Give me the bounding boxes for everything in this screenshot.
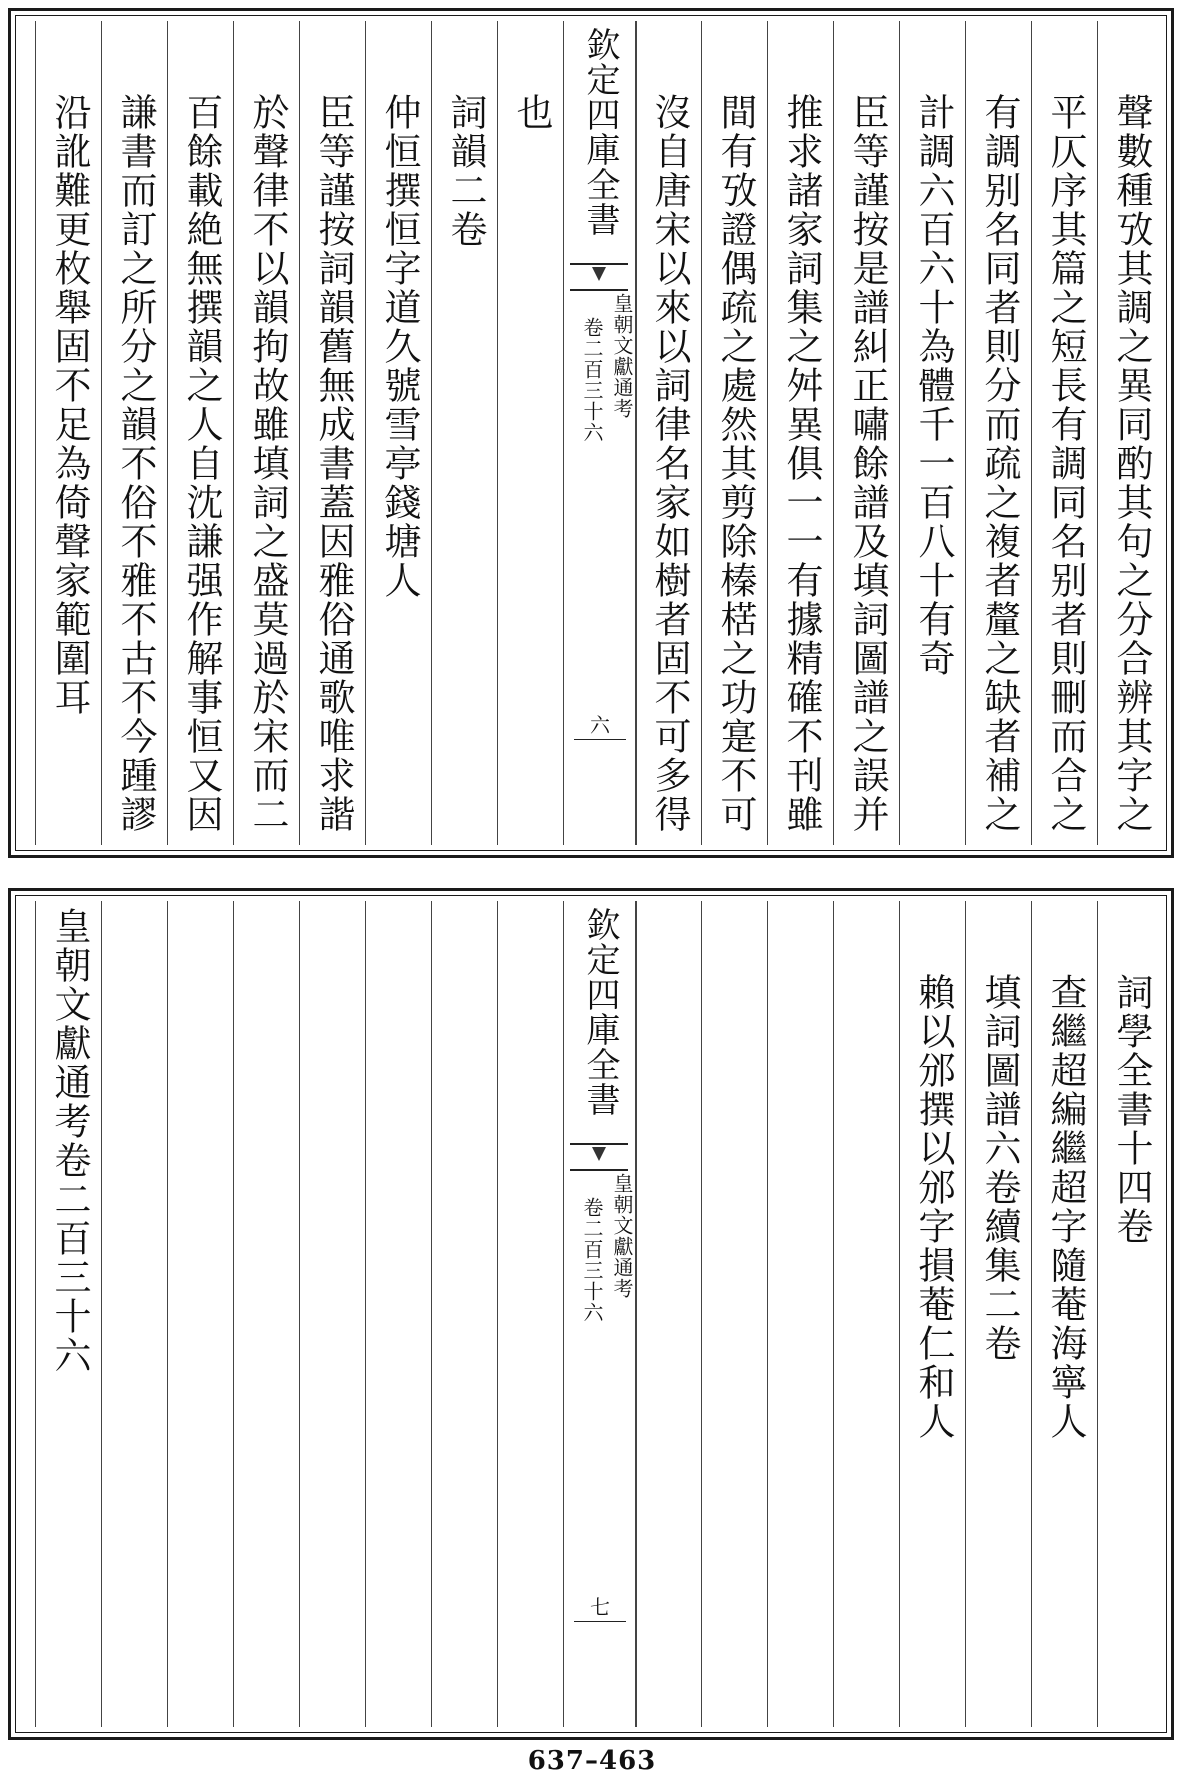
center-subtitle: 皇朝文獻通考 — [610, 1173, 634, 1299]
center-subtitle: 皇朝文獻通考 — [610, 293, 634, 419]
text-column — [899, 21, 966, 845]
column-text: 皇朝文獻通考卷二百三十六 — [48, 907, 91, 1375]
column-text: 有調别名同者則分而疏之複者釐之缺者補之 — [978, 93, 1021, 834]
center-fold — [563, 21, 637, 845]
text-column — [299, 901, 366, 1727]
text-column — [101, 21, 168, 845]
text-column — [1097, 21, 1164, 845]
text-column — [701, 21, 768, 845]
column-text: 臣等謹按是譜糾正嘯餘譜及填詞圖譜之誤并 — [846, 93, 889, 834]
fishtail-mark — [570, 263, 628, 291]
text-column — [833, 21, 900, 845]
text-column — [431, 901, 498, 1727]
column-text: 平仄序其篇之短長有調同名别者則刪而合之 — [1044, 93, 1087, 834]
column-text: 詞韻二卷 — [444, 93, 487, 249]
text-column — [233, 21, 300, 845]
column-text: 沒自唐宋以來以詞律名家如樹者固不可多得 — [648, 93, 691, 834]
column-text: 間有攷證偶疏之處然其剪除榛楛之功寔不可 — [714, 93, 757, 834]
text-column — [35, 21, 102, 845]
center-volume: 卷二百三十六 — [580, 1197, 604, 1323]
text-column — [1097, 901, 1164, 1727]
column-text: 百餘載絶無撰韻之人自沈謙强作解事恒又因 — [180, 93, 223, 834]
column-text: 推求諸家詞集之舛異俱一一有據精確不刊雖 — [780, 93, 823, 834]
center-fold — [563, 901, 637, 1727]
text-column — [365, 21, 432, 845]
text-column — [965, 21, 1032, 845]
text-column — [965, 901, 1032, 1727]
column-text: 謙書而訂之所分之韻不俗不雅不古不今踵謬 — [114, 93, 157, 834]
folio-rule — [574, 1621, 626, 1622]
column-text: 沿訛難更枚舉固不足為倚聲家範圍耳 — [48, 93, 91, 717]
top-page-frame — [8, 8, 1174, 858]
text-column — [833, 901, 900, 1727]
text-column — [497, 21, 564, 845]
text-column — [1031, 21, 1098, 845]
column-text: 也 — [510, 93, 553, 132]
folio-rule — [574, 739, 626, 740]
column-text: 臣等謹按詞韻舊無成書蓋因雅俗通歌唯求諧 — [312, 93, 355, 834]
column-text: 聲數種攷其調之異同酌其句之分合辨其字之 — [1110, 93, 1153, 834]
column-text: 詞學全書十四卷 — [1110, 973, 1153, 1246]
column-text: 計調六百六十為體千一百八十有奇 — [912, 93, 955, 678]
text-column — [233, 901, 300, 1727]
text-column — [101, 901, 168, 1727]
text-column — [431, 21, 498, 845]
column-text: 仲恒撰恒字道久號雪亭錢塘人 — [378, 93, 421, 600]
text-column — [635, 21, 702, 845]
text-column — [1031, 901, 1098, 1727]
bottom-page-frame — [8, 888, 1174, 1740]
center-volume: 卷二百三十六 — [580, 317, 604, 443]
center-title: 欽定四庫全書 — [580, 27, 620, 237]
column-text: 於聲律不以韻拘故雖填詞之盛莫過於宋而二 — [246, 93, 289, 834]
column-text: 查繼超編繼超字隨菴海寧人 — [1044, 973, 1087, 1441]
page-number: 637–463 — [527, 1746, 657, 1776]
text-column — [497, 901, 564, 1727]
folio-number: 六 — [590, 713, 610, 737]
text-column — [35, 901, 102, 1727]
text-column — [767, 21, 834, 845]
column-text: 填詞圖譜六卷續集二卷 — [978, 973, 1021, 1363]
text-column — [167, 901, 234, 1727]
text-column — [167, 21, 234, 845]
column-text: 賴以邠撰以邠字損菴仁和人 — [912, 973, 955, 1441]
center-title: 欽定四庫全書 — [580, 907, 620, 1117]
folio-number: 七 — [590, 1595, 610, 1619]
text-column — [365, 901, 432, 1727]
text-column — [767, 901, 834, 1727]
text-column — [701, 901, 768, 1727]
text-column — [299, 21, 366, 845]
text-column — [635, 901, 702, 1727]
text-column — [899, 901, 966, 1727]
fishtail-mark — [570, 1143, 628, 1171]
